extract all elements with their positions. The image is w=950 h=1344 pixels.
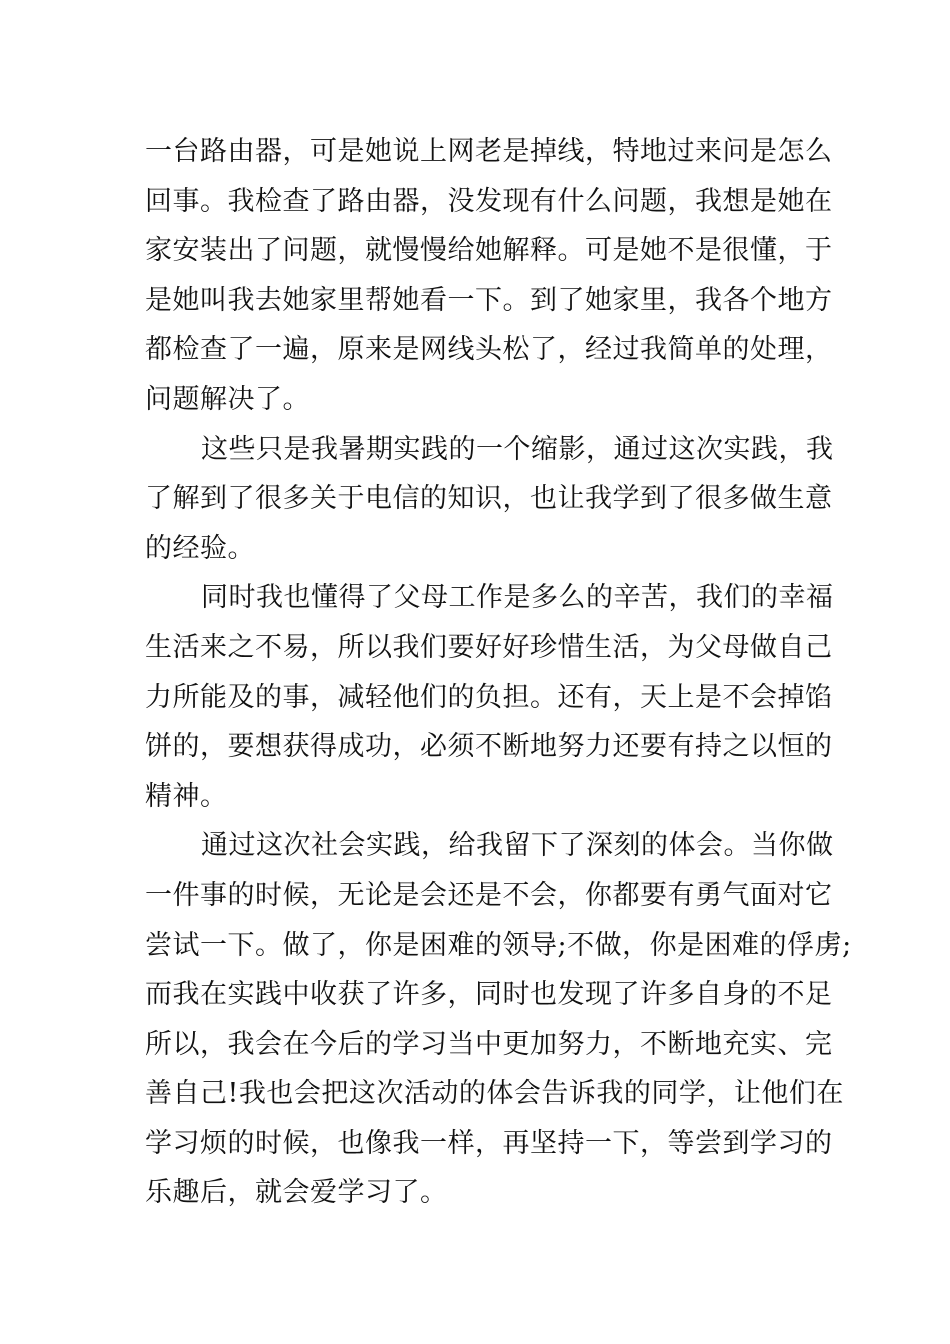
text-line: 了解到了很多关于电信的知识，也让我学到了很多做生意 (145, 483, 833, 515)
text-line: 生活来之不易，所以我们要好好珍惜生活，为父母做自己 (145, 631, 833, 663)
text-line: 而我在实践中收获了许多，同时也发现了许多自身的不足 (145, 979, 833, 1011)
text-line: 一台路由器，可是她说上网老是掉线，特地过来问是怎么 (145, 136, 833, 167)
text-line: 家安装出了问题，就慢慢给她解释。可是她不是很懂，于 (145, 235, 833, 267)
document-body (145, 127, 852, 1218)
text-line: 所以，我会在今后的学习当中更加努力，不断地充实、完 (145, 1028, 833, 1060)
paragraph-first-line: 这些只是我暑期实践的一个缩影，通过这次实践，我 (201, 433, 834, 465)
paragraph-first-line: 同时我也懂得了父母工作是多么的辛苦，我们的幸福 (201, 582, 834, 614)
text-line: 乐趣后，就会爱学习了。 (145, 1177, 448, 1209)
paragraph-first-line: 通过这次社会实践，给我留下了深刻的体会。当你做 (201, 830, 834, 862)
text-line: 善自己!我也会把这次活动的体会告诉我的同学，让他们在 (145, 1078, 844, 1110)
text-line: 尝试一下。做了，你是困难的领导;不做，你是困难的俘虏; (145, 929, 852, 961)
text-line: 精神。 (145, 780, 228, 812)
text-line: 学习烦的时候，也像我一样，再坚持一下，等尝到学习的 (145, 1127, 833, 1159)
text-line: 回事。我检查了路由器，没发现有什么问题，我想是她在 (145, 185, 833, 217)
text-line: 一件事的时候，无论是会还是不会，你都要有勇气面对它 (145, 879, 833, 911)
text-line: 饼的，要想获得成功，必须不断地努力还要有持之以恒的 (145, 731, 833, 763)
text-line: 是她叫我去她家里帮她看一下。到了她家里，我各个地方 (145, 284, 833, 316)
text-line: 都检查了一遍，原来是网线头松了，经过我简单的处理， (145, 334, 833, 366)
text-line: 力所能及的事，减轻他们的负担。还有，天上是不会掉馅 (145, 681, 833, 713)
text-line: 问题解决了。 (145, 383, 310, 415)
text-line: 的经验。 (145, 532, 255, 564)
